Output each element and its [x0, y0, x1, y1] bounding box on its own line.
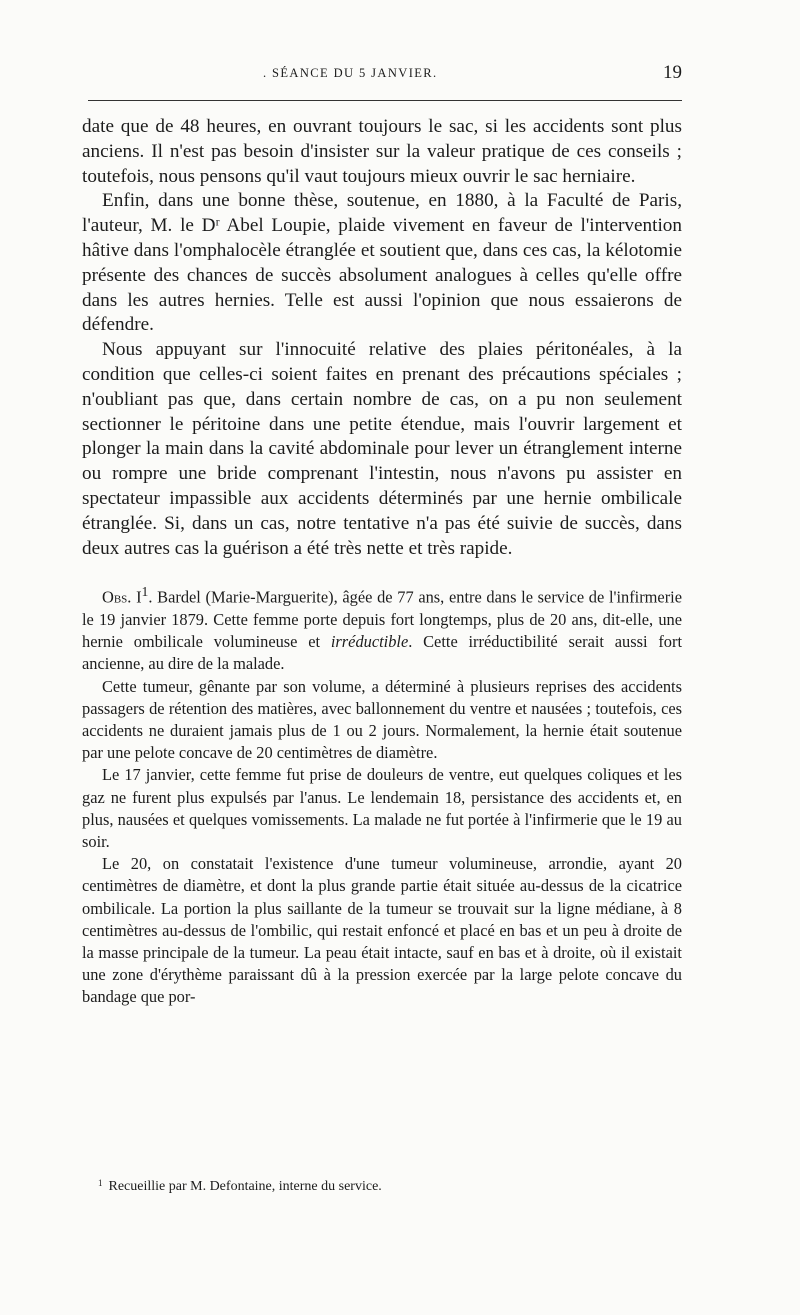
observation-paragraph: Le 20, on constatait l'existence d'une tumeur volumineuse, arrondie, ayant 20 centimètres de diamètre, et dont la plus grande partie était située au-dessus de la cicatrice ombilicale. La portion la plus saillante de la tumeur se trouvait sur la ligne médiane, à 8 centimètres au-dessus de l'ombilic, qui restait enfoncé et placé en bas et un peu à droite de la masse principale de la tumeur. La peau était intacte, sauf en bas et à droite, où il existait une zone d'érythème paraissant dû à la pression exercée par la large pelote concave du bandage que por-	[82, 854, 682, 1007]
footnote-reference: 1	[141, 584, 149, 600]
main-text	[82, 115, 682, 1009]
paragraph-thesis: Enfin, dans une bonne thèse, soutenue, en 1880, à la Faculté de Paris, l'auteur, M. le Dʳ Abel Loupie, plaide vivement en faveur de l'intervention hâtive dans l'omphalocèle étranglée et soutient que, dans ces cas, la kélotomie présente des chances de succès absolument analogues à celles qu'elle offre dans les autres hernies. Telle est aussi l'opinion que nous essaierons de défendre.	[82, 190, 682, 336]
observation-paragraph	[82, 581, 682, 675]
observation-text-start: . Bardel (Marie-Marguerite), âgée de 77 ans, entre dans le service de l'infirmerie le 19 janvier 1879. Cette femme porte depuis fort longtemps, plus de 20 ans, dit-elle, une hernie ombilicale volumineuse et	[82, 587, 682, 652]
running-header	[88, 62, 682, 90]
running-title: . SÉANCE DU 5 JANVIER.	[263, 66, 438, 80]
observation-paragraph: Cette tumeur, gênante par son volume, a déterminé à plusieurs reprises des accidents passagers de rétention des matières, avec ballonnement du ventre et nausées ; toutefois, ces accidents ne duraient jamais plus de 1 ou 2 jours. Normalement, la hernie était soutenue par une pelote concave de 20 centimètres de diamètre.	[82, 676, 682, 763]
header-rule	[88, 100, 682, 101]
footnote	[98, 1178, 658, 1195]
paragraph-argument: Nous appuyant sur l'innocuité relative des plaies péritonéales, à la condition que celles-ci soient faites en prenant des précautions spéciales ; n'oubliant pas que, dans certain nombre de cas, on a pu non seulement sectionner le péritoine dans une petite étendue, mais l'ouvrir largement et plonger la main dans la cavité abdominale pour lever un étranglement interne ou rompre une bride comprenant l'intestin, nous n'avons pu assister en spectateur impassible aux accidents déterminés par une hernie ombilicale étranglée. Si, dans un cas, notre tentative n'a pas été suivie de succès, dans deux autres cas la guérison a été très nette et très rapide.	[82, 339, 682, 559]
observation-text-end: . Cette irréductibilité serait aussi fort ancienne, au dire de la malade.	[82, 632, 682, 674]
observation-label: Obs. I	[102, 587, 142, 607]
paragraph-continued: date que de 48 heures, en ouvrant toujours le sac, si les accidents sont plus anciens. Il n'est pas besoin d'insister sur la valeur pratique de ces conseils ; toutefois, nous pensons qu'il vaut toujours mieux ouvrir le sac herniaire.	[82, 116, 682, 187]
observation-paragraph: Le 17 janvier, cette femme fut prise de douleurs de ventre, eut quelques coliques et les gaz ne furent plus expulsés par l'anus. Le lendemain 18, persistance des accidents et, en plus, nausées et quelques vomissements. La malade ne fut portée à l'infirmerie que le 19 au soir.	[82, 765, 682, 852]
observation-block	[82, 581, 682, 1008]
footnote-marker: 1	[98, 1178, 103, 1188]
page-number: 19	[663, 62, 682, 83]
observation-italic-term: irréductible	[330, 632, 409, 652]
footnote-text: Recueillie par M. Defontaine, interne du service.	[108, 1179, 382, 1194]
